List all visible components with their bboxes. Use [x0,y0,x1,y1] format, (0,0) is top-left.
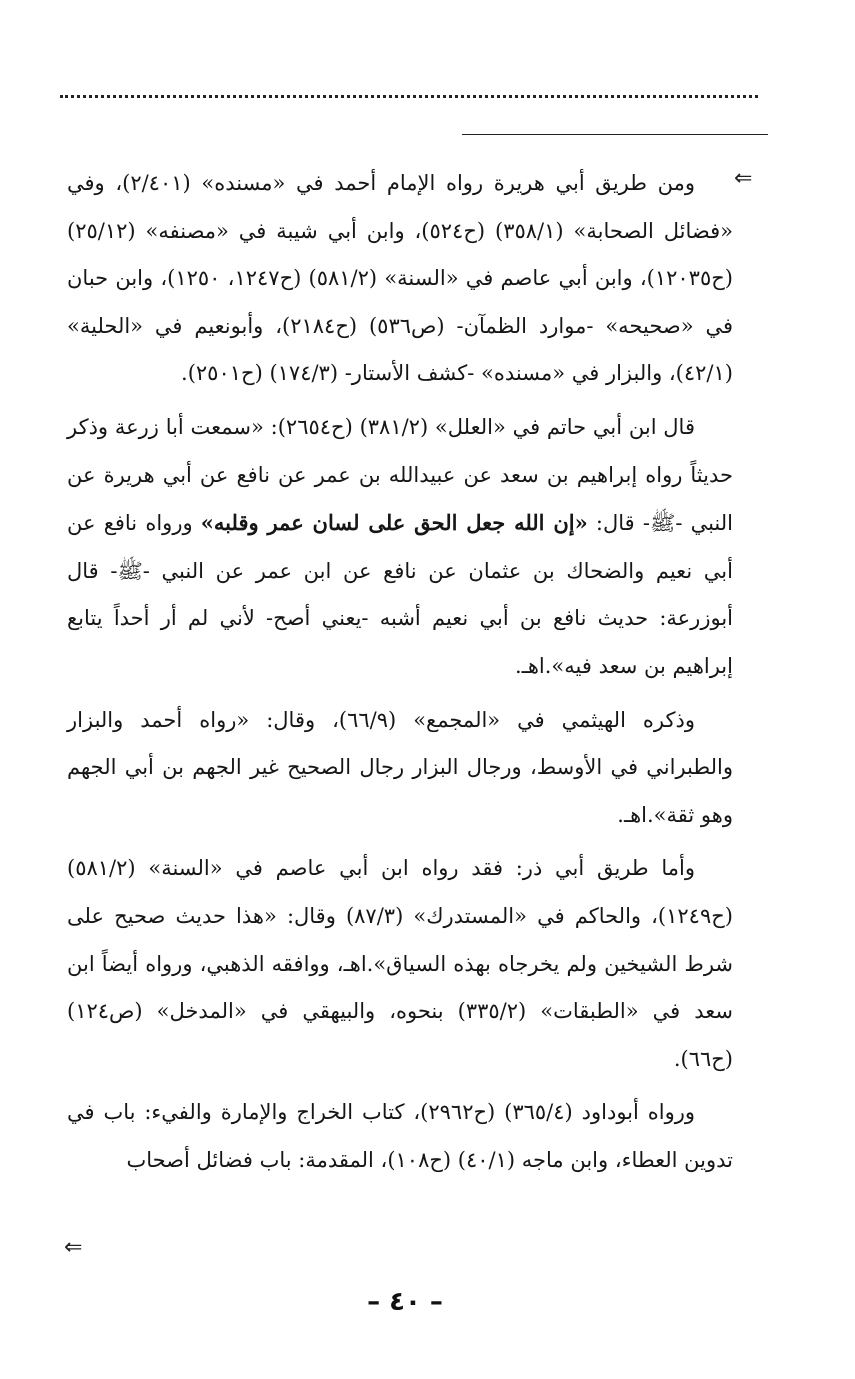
paragraph-abu-dawud: ورواه أبوداود (٣٦٥/٤) (ح٢٩٦٢)، كتاب الخراج والإمارة والفيء: باب في تدوين العطاء، وابن ماجه (٤٠/١) (ح١٠٨)، المقدمة: باب فضائل أصحاب [67,1100,733,1172]
paragraph-abu-dharr: وأما طريق أبي ذر: فقد رواه ابن أبي عاصم في «السنة» (٥٨١/٢) (ح١٢٤٩)، والحاكم في «المستدرك» (٨٧/٣) وقال: «هذا حديث صحيح على شرط الشيخين ولم يخرجاه بهذه السياق».اهـ، ووافقه الذهبي، ورواه أيضاً ابن سعد في «الطبقات» (٣٣٥/٢) بنحوه، والبيهقي في «المدخل» (ص١٢٤) (ح٦٦). [67,856,733,1071]
continuation-arrow-icon: ⇐ [734,166,753,191]
hadith-quote: «إن الله جعل الحق على لسان عمر وقلبه» [200,510,588,536]
footnote-separator-rule [462,134,768,135]
continuation-arrow-icon: ⇐ [64,1235,83,1260]
paragraph-ibn-abi-hatim [67,404,733,691]
paragraph-ibn-abi-hatim-rest: ورواه نافع عن أبي نعيم والضحاك بن عثمان عن نافع عن ابن عمر عن النبي -ﷺ- قال أبوزرعة: حديث نافع بن أبي نعيم أشبه -يعني أصح- لأني لم أر أحداً يتابع إبراهيم بن سعد فيه».اهـ. [67,511,733,678]
paragraph-ibn-abi-hatim-intro: قال ابن أبي حاتم في «العلل» (٣٨١/٢) (ح٢٦٥٤): «سمعت أبا زرعة وذكر حديثاً رواه إبراهيم بن سعد عن عبيدالله بن عمر عن نافع عن أبي هريرة عن النبي -ﷺ- قال: [67,414,734,536]
footnote-text [67,160,733,1190]
page-number: – ٤٠ – [367,1287,443,1317]
paragraph-haythami: وذكره الهيثمي في «المجمع» (٦٦/٩)، وقال: «رواه أحمد والبزار والطبراني في الأوسط، ورجال البزار رجال الصحيح غير الجهم بن أبي الجهم وهو ثقة».اهـ. [67,707,733,827]
paragraph-ahmad-sources: ومن طريق أبي هريرة رواه الإمام أحمد في «مسنده» (٢/٤٠١)، وفي «فضائل الصحابة» (٣٥٨/١) (ح٥٢٤)، وابن أبي شيبة في «مصنفه» (٢٥/١٢) (ح١٢٠٣٥)، وابن أبي عاصم في «السنة» (٥٨١/٢) (ح١٢٤٧، ١٢٥٠)، وابن حبان في «صحيحه» -موارد الظمآن- (ص٥٣٦) (ح٢١٨٤)، وأبونعيم في «الحلية» (٤٢/١)، والبزار في «مسنده» -كشف الأستار- (١٧٤/٣) (ح٢٥٠١). [67,171,734,386]
header-dotted-rule [60,95,758,98]
